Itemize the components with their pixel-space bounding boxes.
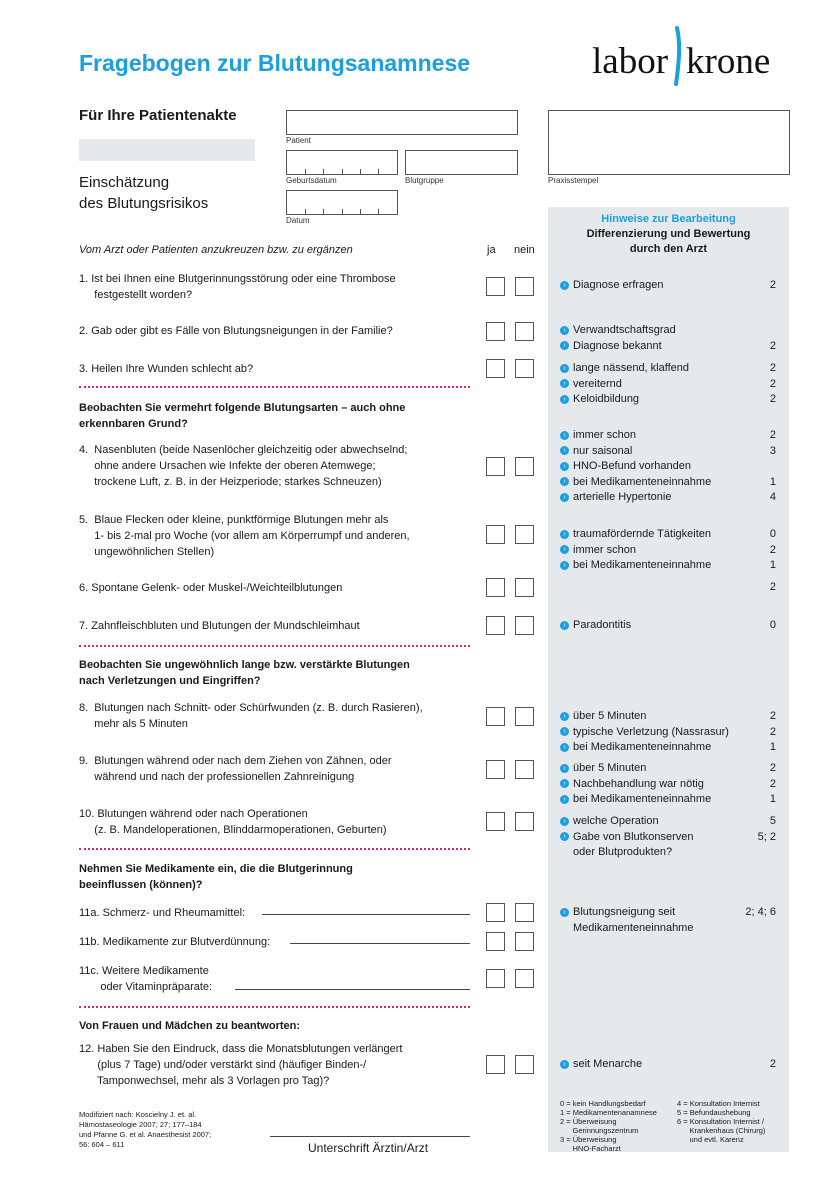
citation: Modifiziert nach: Koscielny J. et. al. Hämostaseologie 2007; 27; 177–184 und Pfanne G. et al. Anaesthesist 2007; 56: 604 – 611 xyxy=(79,1110,212,1149)
date-input[interactable] xyxy=(286,190,398,215)
birthdate-label: Geburtsdatum xyxy=(286,176,337,185)
arrow-icon: › xyxy=(560,908,569,917)
q11b-no-checkbox[interactable] xyxy=(515,932,534,951)
q8-no-checkbox[interactable] xyxy=(515,707,534,726)
logo-text-left: labor xyxy=(592,41,669,82)
q12-yes-checkbox[interactable] xyxy=(486,1055,505,1074)
q10-no-checkbox[interactable] xyxy=(515,812,534,831)
hints-title: Hinweise zur Bearbeitung xyxy=(601,213,736,225)
question-8: 8. Blutungen nach Schnitt- oder Schürfwunden (z. B. durch Rasieren), mehr als 5 Minuten xyxy=(79,702,423,730)
arrow-icon: › xyxy=(560,817,569,826)
question-11b: 11b. Medikamente zur Blutverdünnung: xyxy=(79,936,271,948)
q7-no-checkbox[interactable] xyxy=(515,616,534,635)
arrow-icon: › xyxy=(560,743,569,752)
question-9: 9. Blutungen während oder nach dem Ziehen von Zähnen, oder während und nach der professionellen Zahnreinigung xyxy=(79,755,392,783)
q1-no-checkbox[interactable] xyxy=(515,277,534,296)
birthdate-input[interactable] xyxy=(286,150,398,175)
q5-yes-checkbox[interactable] xyxy=(486,525,505,544)
column-no: nein xyxy=(514,244,535,256)
q4-no-checkbox[interactable] xyxy=(515,457,534,476)
rating-q3: › lange nässend, klaffend 2 › vereiternd 2 › Keloidbildung 2 xyxy=(560,361,776,408)
arrow-icon: › xyxy=(560,326,569,335)
q11b-yes-checkbox[interactable] xyxy=(486,932,505,951)
hints-header xyxy=(548,212,789,257)
risk-line-1: Einschätzung xyxy=(79,174,170,191)
q2-yes-checkbox[interactable] xyxy=(486,322,505,341)
section-4-heading: Von Frauen und Mädchen zu beantworten: xyxy=(79,1020,301,1032)
q12-no-checkbox[interactable] xyxy=(515,1055,534,1074)
hints-line-1: Differenzierung und Bewertung xyxy=(586,228,751,240)
question-12: 12. Haben Sie den Eindruck, dass die Monatsblutungen verlängert (plus 7 Tage) und/oder verstärkt sind (häufiger Binden-/ Tamponwechsel, mehr als 3 Vorlagen pro Tag)? xyxy=(79,1043,403,1087)
arrow-icon: › xyxy=(560,364,569,373)
q2-no-checkbox[interactable] xyxy=(515,322,534,341)
rating-q7: › Paradontitis 0 xyxy=(560,618,776,634)
legend-left: 0 = kein Handlungsbedarf 1 = Medikamentenanamnese 2 = Überweisung Gerinnungszentrum 3 = Überweisung HNO-Facharzt xyxy=(560,1099,657,1153)
arrow-icon: › xyxy=(560,1060,569,1069)
question-6: 6. Spontane Gelenk- oder Muskel-/Weichteilblutungen xyxy=(79,582,343,594)
arrow-icon: › xyxy=(560,395,569,404)
question-11c: 11c. Weitere Medikamente oder Vitaminpräparate: xyxy=(79,965,213,993)
q11a-answer-line[interactable] xyxy=(262,914,470,915)
patient-input[interactable] xyxy=(286,110,518,135)
rating-q1: › Diagnose erfragen 2 xyxy=(560,278,776,294)
arrow-icon: › xyxy=(560,431,569,440)
arrow-icon: › xyxy=(560,561,569,570)
grey-field-bar xyxy=(79,139,255,161)
rating-q4: › immer schon 2 › nur saisonal 3 › HNO-Befund vorhanden › bei Medikamenteneinnahme 1 › arterielle Hypertonie 4 xyxy=(560,428,776,506)
rating-q9: › über 5 Minuten 2 › Nachbehandlung war nötig 2 › bei Medikamenteneinnahme 1 xyxy=(560,761,776,808)
signature-label: Unterschrift Ärztin/Arzt xyxy=(308,1141,429,1155)
rating-q10: › welche Operation 5 › Gabe von Blutkonserven 5; 2 oder Blutprodukten? xyxy=(560,814,776,861)
question-1: 1. Ist bei Ihnen eine Blutgerinnungsstörung oder eine Thrombose festgestellt worden? xyxy=(79,273,396,301)
q11c-answer-line[interactable] xyxy=(235,989,470,990)
arrow-icon: › xyxy=(560,712,569,721)
q3-yes-checkbox[interactable] xyxy=(486,359,505,378)
arrow-icon: › xyxy=(560,545,569,554)
rating-q11: › Blutungsneigung seit 2; 4; 6 Medikamenteneinnahme xyxy=(560,905,776,936)
section-1-heading: Beobachten Sie vermehrt folgende Blutungsarten – auch ohne erkennbaren Grund? xyxy=(79,402,406,430)
q9-no-checkbox[interactable] xyxy=(515,760,534,779)
q11a-no-checkbox[interactable] xyxy=(515,903,534,922)
arrow-icon: › xyxy=(560,477,569,486)
arrow-icon: › xyxy=(560,446,569,455)
q8-yes-checkbox[interactable] xyxy=(486,707,505,726)
signature-line[interactable] xyxy=(270,1136,470,1137)
arrow-icon: › xyxy=(560,621,569,630)
labor-krone-logo xyxy=(592,40,770,83)
q9-yes-checkbox[interactable] xyxy=(486,760,505,779)
section-2-heading: Beobachten Sie ungewöhnlich lange bzw. verstärkte Blutungen nach Verletzungen und Eingriffen? xyxy=(79,659,410,687)
rating-q8: › über 5 Minuten 2 › typische Verletzung (Nassrasur) 2 › bei Medikamenteneinnahme 1 xyxy=(560,709,776,756)
separator-4 xyxy=(79,1006,470,1008)
page-title: Fragebogen zur Blutungsanamnese xyxy=(79,50,471,76)
column-yes: ja xyxy=(487,244,496,256)
question-7: 7. Zahnfleischbluten und Blutungen der Mundschleimhaut xyxy=(79,620,360,632)
rating-q12: › seit Menarche 2 xyxy=(560,1057,776,1073)
separator-1 xyxy=(79,386,470,388)
risk-assessment-heading xyxy=(79,172,208,214)
rating-q6: 2 xyxy=(769,581,776,593)
arrow-icon: › xyxy=(560,795,569,804)
risk-line-2: des Blutungsrisikos xyxy=(79,195,209,212)
q11c-no-checkbox[interactable] xyxy=(515,969,534,988)
bloodgroup-label: Blutgruppe xyxy=(405,176,444,185)
arrow-icon: › xyxy=(560,530,569,539)
patient-record-heading: Für Ihre Patientenakte xyxy=(79,107,237,124)
question-5: 5. Blaue Flecken oder kleine, punktförmige Blutungen mehr als 1- bis 2-mal pro Woche (vor allem am Körperrumpf und anderen, ungewöhnlichen Stellen) xyxy=(79,514,410,558)
arrow-icon: › xyxy=(560,764,569,773)
arrow-icon: › xyxy=(560,779,569,788)
question-11a: 11a. Schmerz- und Rheumamittel: xyxy=(79,907,246,919)
q6-no-checkbox[interactable] xyxy=(515,578,534,597)
rating-q2: › Verwandtschaftsgrad › Diagnose bekannt 2 xyxy=(560,323,776,354)
q3-no-checkbox[interactable] xyxy=(515,359,534,378)
stamp-label: Praxisstempel xyxy=(548,176,599,185)
q10-yes-checkbox[interactable] xyxy=(486,812,505,831)
q5-no-checkbox[interactable] xyxy=(515,525,534,544)
section-3-heading: Nehmen Sie Medikamente ein, die die Blutgerinnung beeinflussen (können)? xyxy=(79,863,353,891)
rating-q5: › traumafördernde Tätigkeiten 0 › immer schon 2 › bei Medikamenteneinnahme 1 xyxy=(560,527,776,574)
arrow-icon: › xyxy=(560,727,569,736)
practice-stamp-box[interactable] xyxy=(548,110,790,175)
arrow-icon: › xyxy=(560,281,569,290)
logo-stroke-icon xyxy=(672,26,682,86)
bloodgroup-input[interactable] xyxy=(405,150,518,175)
arrow-icon: › xyxy=(560,832,569,841)
separator-3 xyxy=(79,848,470,850)
legend-right: 4 = Konsultation Internist 5 = Befundaushebung 6 = Konsultation Internist / Krankenhaus (Chirurg) und evtl. Karenz xyxy=(677,1099,766,1144)
patient-label: Patient xyxy=(286,136,311,145)
arrow-icon: › xyxy=(560,379,569,388)
q11a-yes-checkbox[interactable] xyxy=(486,903,505,922)
instructions-text: Vom Arzt oder Patienten anzukreuzen bzw. zu ergänzen xyxy=(79,244,353,256)
q1-yes-checkbox[interactable] xyxy=(486,277,505,296)
q4-yes-checkbox[interactable] xyxy=(486,457,505,476)
q7-yes-checkbox[interactable] xyxy=(486,616,505,635)
q11b-answer-line[interactable] xyxy=(290,943,470,944)
separator-2 xyxy=(79,645,470,647)
date-label: Datum xyxy=(286,216,310,225)
q6-yes-checkbox[interactable] xyxy=(486,578,505,597)
question-4: 4. Nasenbluten (beide Nasenlöcher gleichzeitig oder abwechselnd; ohne andere Ursachen wie Infekte der oberen Atemwege; trockene Luft, z. B. in der Heizperiode; starkes Schneuzen) xyxy=(79,444,408,488)
arrow-icon: › xyxy=(560,493,569,502)
q11c-yes-checkbox[interactable] xyxy=(486,969,505,988)
hints-line-2: durch den Arzt xyxy=(629,243,708,255)
arrow-icon: › xyxy=(560,462,569,471)
arrow-icon: › xyxy=(560,341,569,350)
question-10: 10. Blutungen während oder nach Operationen (z. B. Mandeloperationen, Blinddarmoperationen, Geburten) xyxy=(79,808,387,836)
question-3: 3. Heilen Ihre Wunden schlecht ab? xyxy=(79,363,254,375)
logo-text-right: krone xyxy=(686,41,771,82)
question-2: 2. Gab oder gibt es Fälle von Blutungsneigungen in der Familie? xyxy=(79,325,393,337)
